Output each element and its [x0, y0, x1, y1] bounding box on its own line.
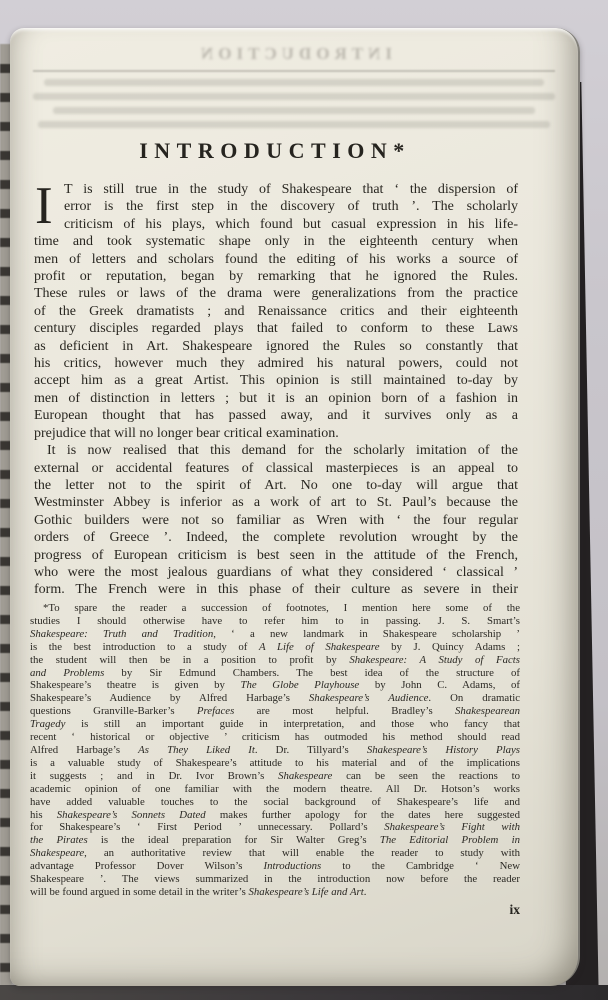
text-line: time and took systematic shape only in the eighteenth century when: [34, 234, 518, 250]
bleedthrough-text-line: [44, 79, 544, 86]
text-line: men of letters and scholars found the editing of his works a source of: [34, 251, 518, 267]
text-line: criticism of his plays, which found but casual expression in his life-: [64, 216, 518, 232]
text-line: of the Greek dramatists ; and Renaissance critics and their eighteenth: [34, 303, 518, 319]
book-page: [10, 28, 580, 986]
text-line: questions Granville-Barker’s Prefaces are most helpful. Bradley’s Shakespearean: [30, 705, 520, 718]
text-line: European thought that has passed away, and it survives only as a: [34, 408, 518, 424]
text-line: Shakespeare ’. The views summarized in the introduction now before the reader: [30, 873, 520, 886]
text-line: the letter not to the spirit of Art. No one to-day will argue that: [34, 477, 518, 493]
text-line: Gothic builders were not so familiar as Wren with ‘ the four regular: [34, 512, 518, 528]
bleedthrough-block: [10, 44, 578, 128]
bleedthrough-heading: INTRODUCTION: [195, 44, 393, 63]
text-line: the Pirates is the ideal preparation for Sir Walter Greg’s The Editorial Problem in: [30, 834, 520, 847]
footnote: [30, 602, 520, 899]
page-title: INTRODUCTION*: [139, 138, 411, 163]
text-line: progress of European criticism is best seen in the attitude of the French,: [34, 547, 518, 563]
bleedthrough-text-line: [38, 121, 549, 128]
text-line: Shakespeare’s Audience by Alfred Harbage’s Shakespeare’s Audience. On dramatic: [30, 692, 521, 705]
text-line: it suggests ; and in Dr. Ivor Brown’s Shakespeare can be seen the reactions to: [30, 769, 521, 782]
text-line: for Shakespeare’s ‘ First Period ’ unnecessary. Pollard’s Shakespeare’s Fight with: [30, 821, 520, 834]
text-line: academic opinion of one familiar with the modern theatre. All Dr. Hotson’s works: [30, 782, 520, 795]
bleedthrough-text-line: [33, 93, 556, 100]
text-line: *To spare the reader a succession of footnotes, I mention here some of the: [43, 602, 520, 614]
text-line: T is still true in the study of Shakespeare that ‘ the dispersion of: [64, 182, 518, 197]
text-line: Shakespeare, an authoritative review that will enable the reader to study with: [30, 847, 520, 860]
body-paragraph-2: [34, 442, 518, 599]
text-line: Shakespeare: Truth and Tradition, ‘ a new landmark in Shakespeare scholarship ’: [30, 627, 520, 640]
text-line: prejudice that will no longer bear critical examination.: [34, 425, 339, 441]
text-line: and Problems by Sir Edmund Chambers. The best idea of the structure of: [30, 666, 520, 679]
body-paragraph-1: [34, 177, 518, 442]
body-text: [34, 177, 518, 599]
bleedthrough-text-line: [53, 107, 536, 114]
text-line: advantage Professor Dover Wilson’s Introductions to the Cambridge ‘ New: [30, 860, 521, 873]
text-line: the student will then be in a position to profit by Shakespeare: A Study of Facts: [30, 653, 520, 666]
text-line: studies I should otherwise have to refer him to in passing. J. S. Smart’s: [30, 614, 520, 627]
text-line: is a valuable study of Shakespeare’s attitude to his material and of the implications: [30, 756, 520, 769]
text-line: Westminster Abbey is inferior as a work of art to St. Paul’s because the: [34, 495, 518, 511]
page-number: ix: [509, 902, 520, 917]
text-line: have added valuable touches to the social background of Shakespeare’s life and: [30, 795, 520, 808]
bottom-shadow: [0, 985, 608, 1000]
text-line: as deficient in Art. Shakespeare ignored the Rules so constantly that: [34, 338, 518, 354]
drop-cap: I: [35, 177, 53, 235]
text-line: Tragedy is still an important guide in interpretation, and those who fancy that: [30, 718, 520, 731]
text-line: accept him as a great Artist. This opinion is still maintained to-day by: [34, 373, 518, 389]
text-line: form. The French were in this phase of their culture as severe in their: [34, 582, 518, 598]
text-line: error is the first step in the discovery of truth ’. The scholarly: [64, 199, 518, 215]
bleedthrough-rule: [33, 70, 556, 72]
text-line: his Shakespeare’s Sonnets Dated makes further apology for the dates here suggested: [30, 808, 520, 821]
text-line: is the best introduction to a study of A Life of Shakespeare by J. Quincy Adams ;: [30, 640, 520, 653]
text-line: Shakespeare’s theatre is given by The Globe Playhouse by John C. Adams, of: [30, 679, 520, 692]
text-line: It is now realised that this demand for the scholarly imitation of the: [47, 443, 518, 459]
text-line: will be found argued in some detail in the writer’s Shakespeare’s Life and Art.: [30, 885, 367, 898]
text-line: recent ‘ historical or objective ’ criticism has outmoded his method should read: [30, 731, 520, 744]
text-line: who were the most jealous guardians of what they considered ‘ classical ’: [34, 564, 518, 580]
text-line: Alfred Harbage’s As They Liked It. Dr. Tillyard’s Shakespeare’s History Plays: [30, 743, 520, 756]
text-line: his critics, however much they admired his natural powers, could not: [34, 356, 518, 372]
text-line: century disciples regarded plays that failed to conform to these Laws: [34, 321, 518, 337]
text-line: These rules or laws of the drama were generalizations from the practice: [34, 286, 518, 302]
text-line: men of distinction in letters ; but it is an opinion born of a fashion in: [34, 390, 518, 406]
text-line: orders of Greece ’. Indeed, the complete revolution wrought by the: [34, 530, 518, 546]
text-line: profit or reputation, began by remarking that he ignored the Rules.: [34, 269, 518, 285]
text-line: external or accidental features of classical masterpieces is an appeal to: [34, 460, 518, 476]
